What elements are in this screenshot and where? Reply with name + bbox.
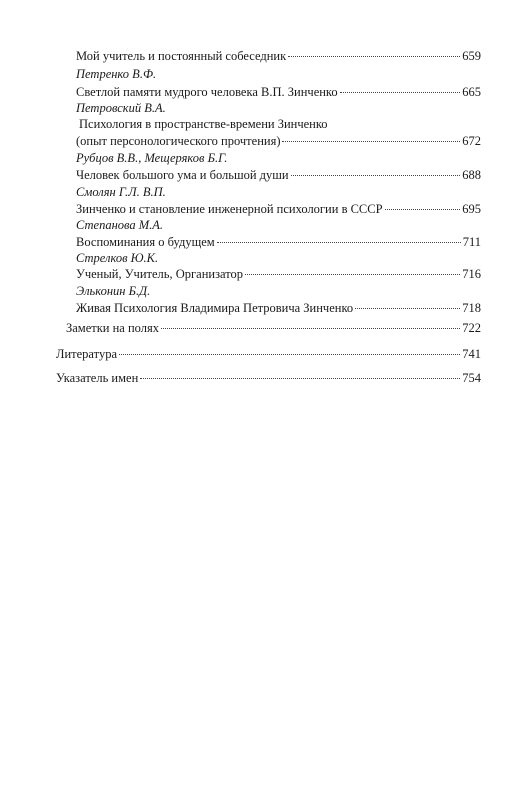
toc-entry-author: Рубцов В.В., Мещеряков Б.Г.: [76, 151, 228, 165]
toc-entry: [76, 201, 481, 217]
toc-entry: [76, 300, 481, 316]
toc-section-title: Заметки на полях: [66, 321, 159, 335]
toc-entry-page: 665: [462, 85, 481, 99]
toc-entry-title-line1: Психология в пространстве-времени Зинченко: [79, 117, 328, 131]
toc-entry: [76, 266, 481, 282]
toc-entry-title: Зинченко и становление инженерной психологии в СССР: [76, 202, 383, 216]
toc-section-page: 754: [462, 371, 481, 385]
dot-leader: [291, 175, 461, 176]
dot-leader: [282, 141, 460, 142]
toc-entry-title: Человек большого ума и большой души: [76, 168, 289, 182]
toc-section-title: Указатель имен: [56, 371, 139, 385]
toc-section-title: Литература: [56, 347, 117, 361]
toc-entry: [76, 234, 481, 250]
toc-entry-page: 659: [462, 49, 481, 63]
toc-entry-title: Светлой памяти мудрого человека В.П. Зинченко: [76, 85, 338, 99]
toc-entry: [76, 84, 481, 100]
toc-entry-title: Живая Психология Владимира Петровича Зинченко: [76, 301, 354, 315]
toc-section-page: 722: [462, 321, 481, 335]
toc-entry-title: Воспоминания о будущем: [76, 235, 215, 249]
toc-entry-page: 688: [462, 168, 481, 182]
toc-entry-title: (опыт персонологического прочтения): [76, 134, 281, 148]
toc-entry: [76, 48, 481, 64]
dot-leader: [245, 274, 460, 275]
toc-entry-author: Петренко В.Ф.: [76, 67, 157, 81]
toc-section: [66, 320, 481, 336]
toc-section: [56, 370, 481, 386]
dot-leader: [385, 209, 461, 210]
toc-entry-author: Смолян Г.Л. В.П.: [76, 185, 166, 199]
toc-entry-page: 716: [462, 267, 481, 281]
dot-leader: [119, 354, 460, 355]
dot-leader: [355, 308, 460, 309]
toc-entry-author: Стрелков Ю.К.: [76, 251, 159, 265]
toc-entry-title: Мой учитель и постоянный собеседник: [76, 49, 287, 63]
dot-leader: [288, 56, 460, 57]
dot-leader: [161, 328, 460, 329]
toc-entry-page: 695: [462, 202, 481, 216]
toc-section-page: 741: [462, 347, 481, 361]
toc-entry-author: Петровский В.А.: [76, 101, 166, 115]
toc-entry: [76, 167, 481, 183]
toc-entry-page: 711: [462, 235, 481, 249]
dot-leader: [140, 378, 460, 379]
toc-entry-author: Степанова М.А.: [76, 218, 164, 232]
dot-leader: [340, 92, 461, 93]
toc-entry-page: 672: [462, 134, 481, 148]
toc-entry-author: Эльконин Б.Д.: [76, 284, 151, 298]
toc-entry-title: Ученый, Учитель, Организатор: [76, 267, 244, 281]
dot-leader: [217, 242, 461, 243]
toc-entry: [76, 133, 481, 149]
toc-entry-page: 718: [462, 301, 481, 315]
toc-section: [56, 346, 481, 362]
